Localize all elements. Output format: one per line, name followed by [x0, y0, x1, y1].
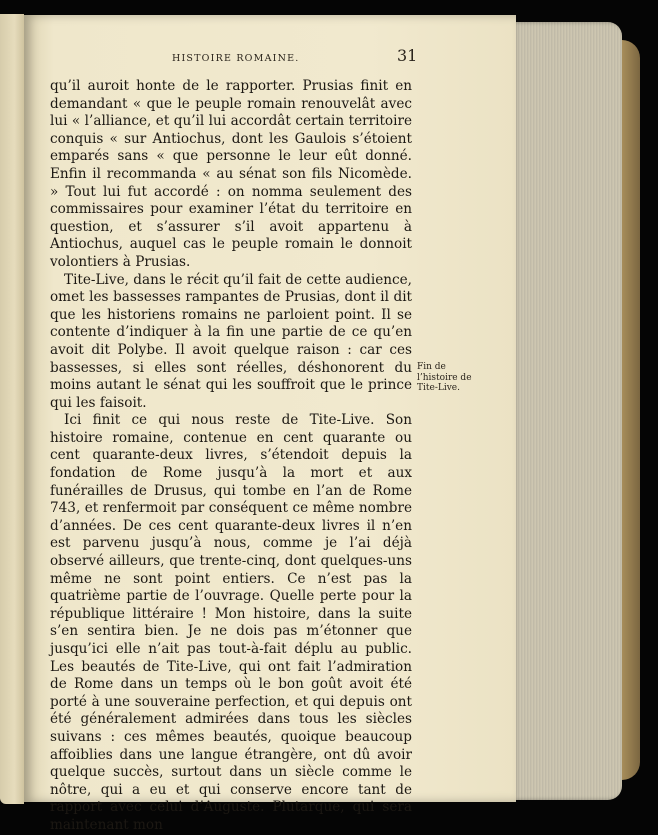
running-title: HISTOIRE ROMAINE.	[172, 53, 300, 64]
margin-note: Fin de l’histoire de Tite-Live.	[417, 362, 472, 393]
page-number: 31	[397, 46, 418, 65]
paragraph: qu’il auroit honte de le rapporter. Prusias finit en demandant « que le peuple romain renouvelât avec lui « l’alliance, et qu’il lui accordât certain territoire conquis « sur Antiochus, dont les Gaulois s’étoient emparés sans « que personne le leur eût donné. Enfin il recommanda « au sénat son fils Nicomède. » Tout lui fut accordé : on nomma seulement des commissaires pour examiner l’état du territoire en question, et s’assurer s’il avoit appartenu à Antiochus, auquel cas le peuple romain le donnoit volontiers à Prusias.	[50, 78, 412, 270]
paragraph: Tite-Live, dans le récit qu’il fait de cette audience, omet les bassesses rampantes de Prusias, dont il dit que les historiens romains ne parloient point. Il se contente d’indiquer à la fin une partie de ce qu’en avoit dit Polybe. Il avoit quelque raison : car ces bassesses, si elles sont réelles, déshonorent du moins autant le sénat qui les souffroit que le prince qui les faisoit.	[50, 271, 412, 411]
page-stack-edge	[512, 22, 622, 800]
body-text	[50, 78, 412, 835]
paragraph: Ici finit ce qui nous reste de Tite-Live. Son histoire romaine, contenue en cent quarante ou cent quarante-deux livres, s’étendoit depuis la fondation de Rome jusqu’à la mort et aux funérailles de Drusus, qui tombe en l’an de Rome 743, et renfermoit par conséquent ce même nombre d’années. De ces cent quarante-deux livres il n’en est parvenu jusqu’à nous, comme je l’ai déjà observé ailleurs, que trente-cinq, dont quelques-uns même ne sont point entiers. Ce n’est pas la quatrième partie de l’ouvrage. Quelle perte pour la république littéraire ! Mon histoire, dans la suite s’en sentira bien. Je ne dois pas m’étonner que jusqu’ici elle n’ait pas tout-à-fait déplu au public. Les beautés de Tite-Live, qui ont fait l’admiration de Rome dans un temps où le bon goût avoit été porté à une souveraine perfection, et qui depuis ont été généralement admirées dans tous les siècles suivans : ces mêmes beautés, quoique beaucoup affoiblies dans une langue étrangère, ont dû avoir quelque succès, surtout dans un siècle comme le nôtre, qui a eu et qui conserve encore tant de rapport avec celui d’Auguste. Plutarque, qui sera maintenant mon	[50, 412, 412, 833]
left-facing-page	[0, 14, 24, 804]
